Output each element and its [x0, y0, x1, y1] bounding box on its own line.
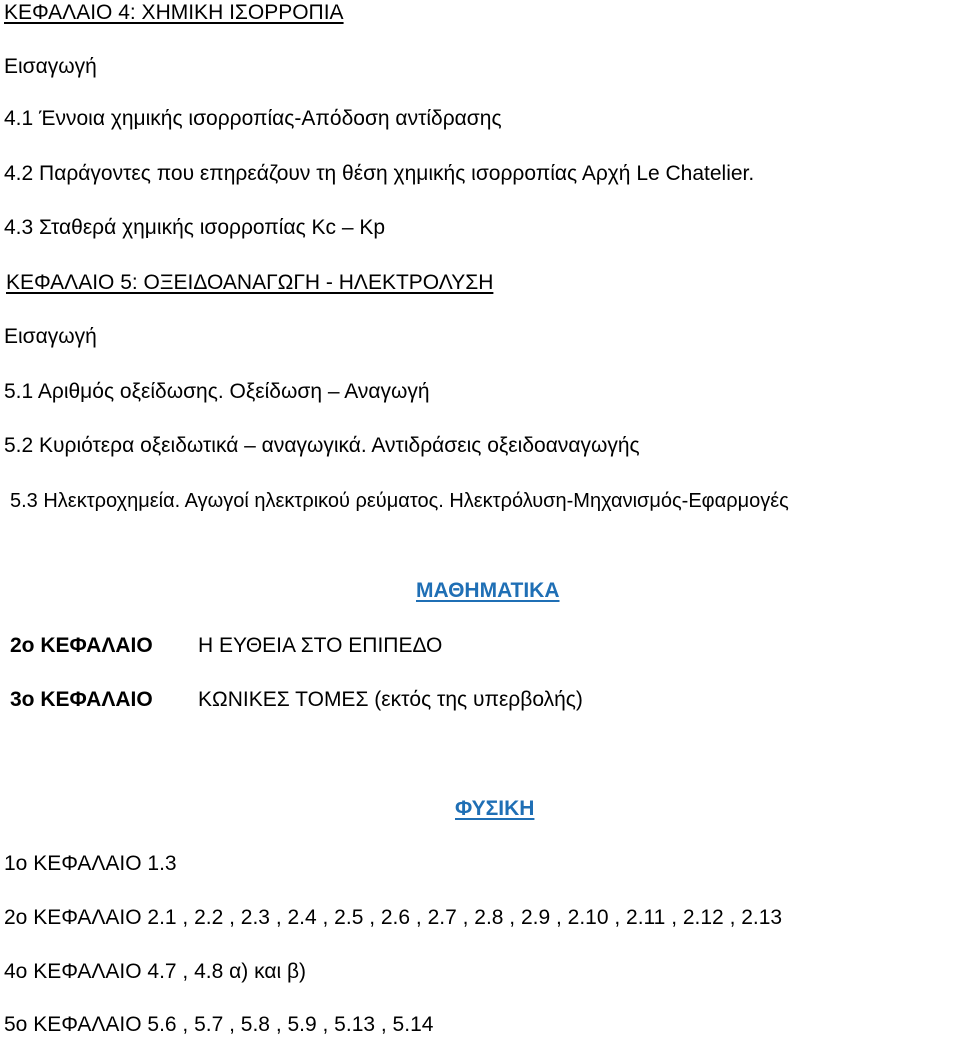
chapter4-section-4-2: 4.2 Παράγοντες που επηρεάζουν τη θέση χημικής ισορροπίας Αρχή Le Chatelier. [4, 162, 755, 185]
chapter4-section-4-1: 4.1 Έννοια χημικής ισορροπίας-Απόδοση αντίδρασης [4, 107, 502, 130]
chapter4-section-4-3: 4.3 Σταθερά χημικής ισορροπίας Kc – Kp [4, 216, 386, 239]
chapter5-section-5-1: 5.1 Αριθμός οξείδωσης. Οξείδωση – Αναγωγή [4, 380, 430, 403]
math-heading: ΜΑΘΗΜΑΤΙΚΑ [416, 579, 560, 602]
math-chapter-label: 3ο ΚΕΦΑΛΑΙΟ [10, 688, 153, 711]
physics-row-chapter-5: 5ο ΚΕΦΑΛΑΙΟ 5.6 , 5.7 , 5.8 , 5.9 , 5.13 , 5.14 [4, 1013, 434, 1036]
physics-row-chapter-2: 2ο ΚΕΦΑΛΑΙΟ 2.1 , 2.2 , 2.3 , 2.4 , 2.5 , 2.6 , 2.7 , 2.8 , 2.9 , 2.10 , 2.11 , 2.12 , 2.13 [4, 906, 783, 929]
chapter4-intro: Εισαγωγή [4, 55, 97, 78]
chapter5-intro: Εισαγωγή [4, 325, 97, 348]
chapter5-title: ΚΕΦΑΛΑΙΟ 5: ΟΞΕΙΔΟΑΝΑΓΩΓΗ - ΗΛΕΚΤΡΟΛΥΣΗ [6, 271, 494, 294]
physics-heading: ΦΥΣΙΚΗ [455, 797, 535, 820]
math-row [10, 633, 442, 659]
math-chapter-topic: ΚΩΝΙΚΕΣ ΤΟΜΕΣ (εκτός της υπερβολής) [198, 688, 583, 711]
math-chapter-topic: Η ΕΥΘΕΙΑ ΣΤΟ ΕΠΙΠΕΔΟ [198, 634, 443, 657]
math-row [10, 687, 583, 713]
physics-row-chapter-4: 4ο ΚΕΦΑΛΑΙΟ 4.7 , 4.8 α) και β) [4, 960, 307, 983]
physics-row-chapter-1: 1ο ΚΕΦΑΛΑΙΟ 1.3 [4, 852, 177, 875]
chapter5-section-5-3: 5.3 Ηλεκτροχημεία. Αγωγοί ηλεκτρικού ρεύματος. Ηλεκτρόλυση-Μηχανισμός-Εφαρμογές [10, 490, 789, 512]
chapter4-title: ΚΕΦΑΛΑΙΟ 4: ΧΗΜΙΚΗ ΙΣΟΡΡΟΠΙΑ [4, 1, 344, 24]
math-chapter-label: 2ο ΚΕΦΑΛΑΙΟ [10, 634, 153, 657]
chapter5-section-5-2: 5.2 Κυριότερα οξειδωτικά – αναγωγικά. Αντιδράσεις οξειδοαναγωγής [4, 434, 640, 457]
